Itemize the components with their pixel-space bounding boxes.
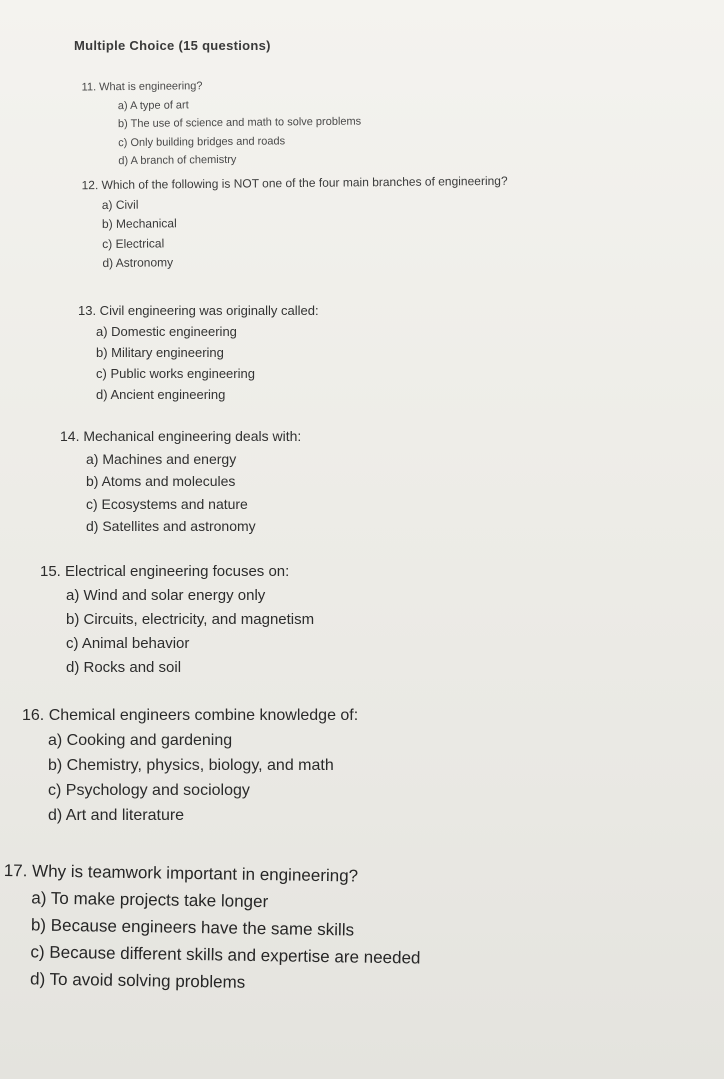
option-a: a) A type of art: [117, 98, 189, 112]
option-c: c) Psychology and sociology: [48, 782, 250, 799]
question-stem: 13. Civil engineering was originally called:: [78, 303, 319, 318]
option-b: b) Chemistry, physics, biology, and math: [48, 757, 334, 774]
question-12: [82, 172, 509, 274]
option-d: d) Astronomy: [102, 255, 174, 271]
question-stem: 15. Electrical engineering focuses on:: [40, 563, 290, 580]
option-d: d) To avoid solving problems: [29, 969, 246, 992]
option-c: c) Public works engineering: [96, 366, 255, 381]
question-13: [78, 300, 319, 405]
option-c: c) Only building bridges and roads: [118, 134, 286, 149]
question-stem: 11. What is engineering?: [81, 80, 203, 94]
question-15: [40, 560, 314, 680]
option-a: a) Cooking and gardening: [48, 732, 233, 749]
option-c: c) Animal behavior: [66, 635, 190, 652]
option-a: a) To make projects take longer: [31, 888, 269, 912]
option-d: d) A branch of chemistry: [118, 153, 237, 168]
option-a: a) Civil: [101, 197, 139, 212]
option-a: a) Machines and energy: [86, 450, 237, 467]
option-a: a) Domestic engineering: [96, 324, 237, 339]
option-c: c) Ecosystems and nature: [86, 495, 248, 512]
section-title: Multiple Choice (15 questions): [74, 38, 271, 53]
option-d: d) Rocks and soil: [66, 659, 182, 676]
question-16: [22, 703, 358, 828]
option-d: d) Satellites and astronomy: [86, 518, 256, 534]
option-b: b) Military engineering: [96, 345, 224, 360]
question-stem: 12. Which of the following is NOT one of the four main branches of engineering?: [81, 173, 508, 193]
question-stem: 14. Mechanical engineering deals with:: [60, 428, 302, 444]
question-11: [82, 76, 362, 171]
option-c: c) Because different skills and expertise are needed: [30, 942, 421, 968]
option-d: d) Ancient engineering: [96, 387, 226, 402]
option-b: b) Atoms and molecules: [86, 473, 236, 489]
question-14: [60, 425, 301, 538]
question-stem: 17. Why is teamwork important in engineering?: [3, 860, 359, 886]
option-d: d) Art and literature: [48, 807, 185, 824]
option-c: c) Electrical: [102, 235, 165, 251]
option-b: b) Circuits, electricity, and magnetism: [66, 611, 315, 628]
option-a: a) Wind and solar energy only: [66, 587, 266, 604]
option-b: b) The use of science and math to solve problems: [117, 115, 362, 131]
option-b: b) Because engineers have the same skills: [30, 915, 355, 940]
question-stem: 16. Chemical engineers combine knowledge of:: [22, 707, 359, 724]
question-17: [2, 857, 422, 999]
option-b: b) Mechanical: [101, 216, 177, 232]
